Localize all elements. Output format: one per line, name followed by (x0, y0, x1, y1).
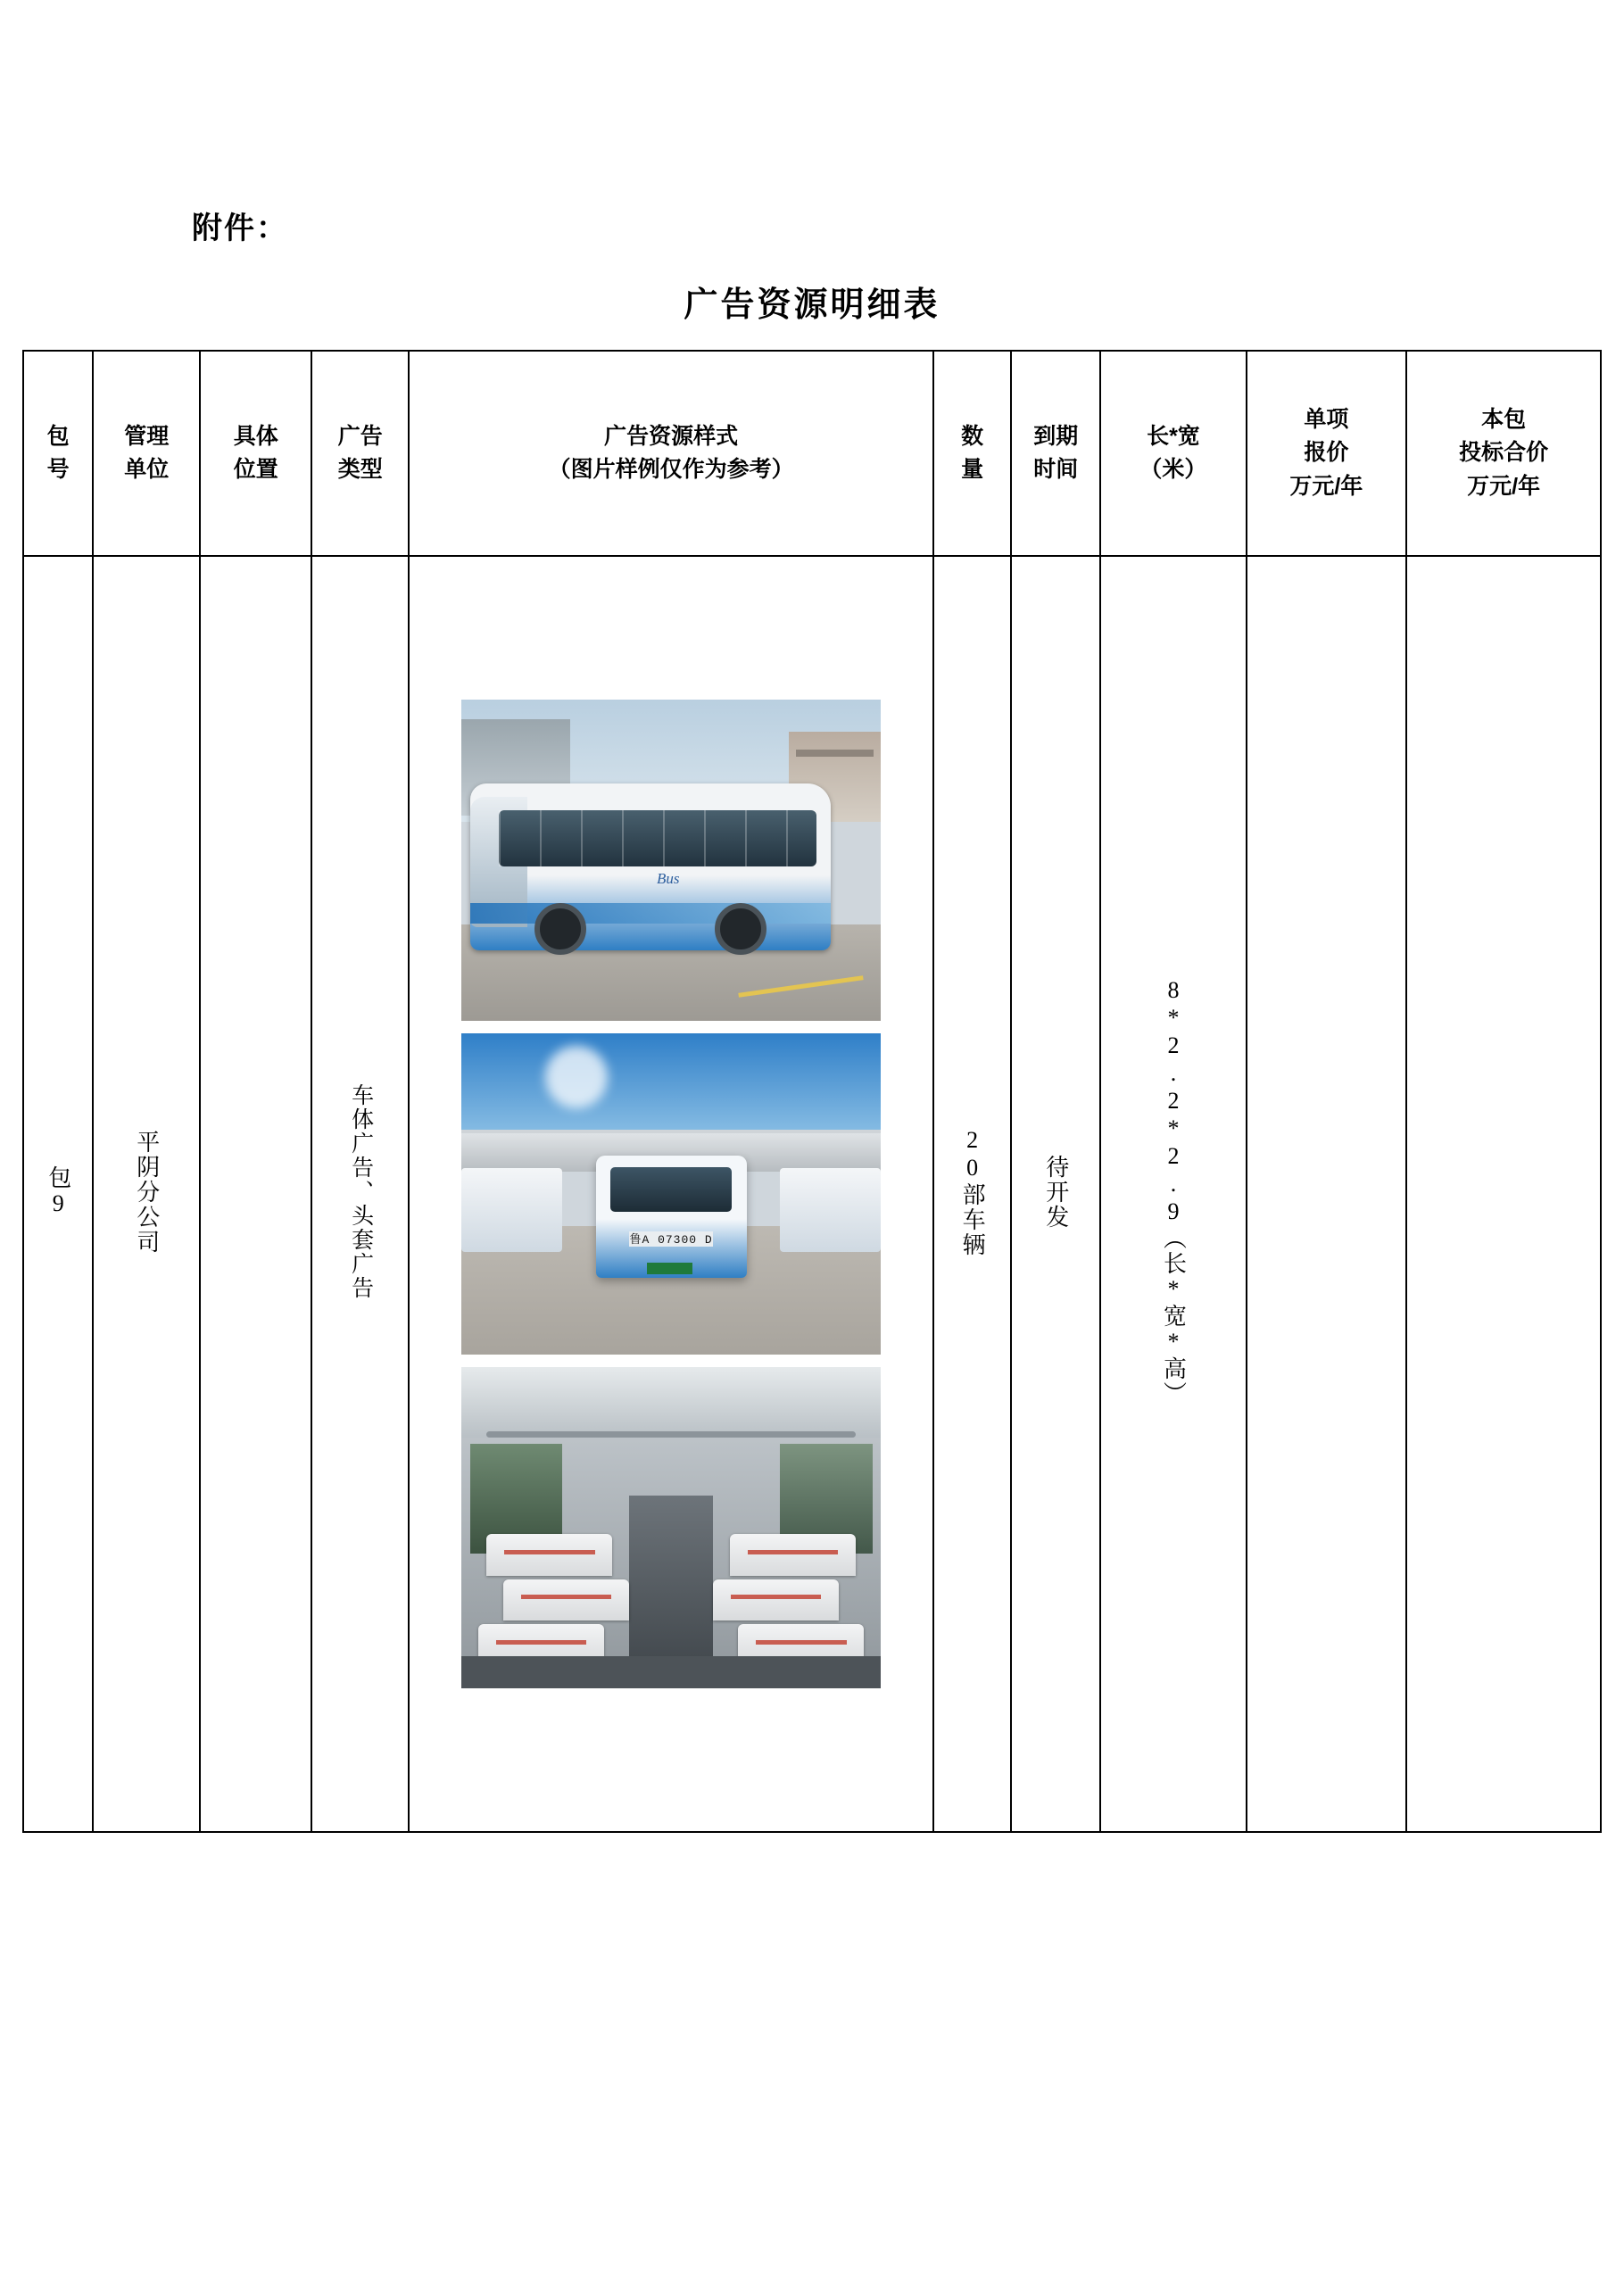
header-ad-type: 广告 类型 (311, 351, 409, 556)
table-header-row (23, 351, 1601, 556)
cell-specific-location (200, 556, 311, 1832)
bus-license-plate: 鲁A 07300 D (629, 1232, 713, 1247)
header-unit-price: 单项 报价 万元/年 (1247, 351, 1407, 556)
bus-exterior-side-photo: Bus (461, 700, 881, 1021)
cell-management-unit: 平阴分公司 (93, 556, 200, 1832)
header-package-no: 包 号 (23, 351, 93, 556)
header-ad-sample: 广告资源样式 （图片样例仅作为参考） (409, 351, 933, 556)
cell-unit-price[interactable] (1247, 556, 1407, 1832)
cell-ad-sample (409, 556, 933, 1832)
attachment-label: 附件： (192, 211, 288, 245)
cell-ad-type: 车体广告、头套广告 (311, 556, 409, 1832)
cell-package-no: 包9 (23, 556, 93, 1832)
header-quantity: 数 量 (933, 351, 1011, 556)
cell-length-width: 8*2.2*2.9（长*宽*高） (1100, 556, 1246, 1832)
table-row (23, 556, 1601, 1832)
header-expiry-time: 到期 时间 (1011, 351, 1100, 556)
header-length-width: 长*宽 （米） (1100, 351, 1246, 556)
bus-front-parking-photo (461, 1033, 881, 1355)
bus-interior-photo (461, 1367, 881, 1688)
cell-quantity: 20部车辆 (933, 556, 1011, 1832)
cell-package-total[interactable] (1406, 556, 1601, 1832)
photo-stack (411, 700, 931, 1688)
header-package-total: 本包 投标合价 万元/年 (1406, 351, 1601, 556)
ad-resource-table (22, 350, 1602, 1833)
header-specific-location: 具体 位置 (200, 351, 311, 556)
header-management-unit: 管理 单位 (93, 351, 200, 556)
page-title: 广告资源明细表 (684, 286, 940, 324)
cell-expiry-time: 待开发 (1011, 556, 1100, 1832)
